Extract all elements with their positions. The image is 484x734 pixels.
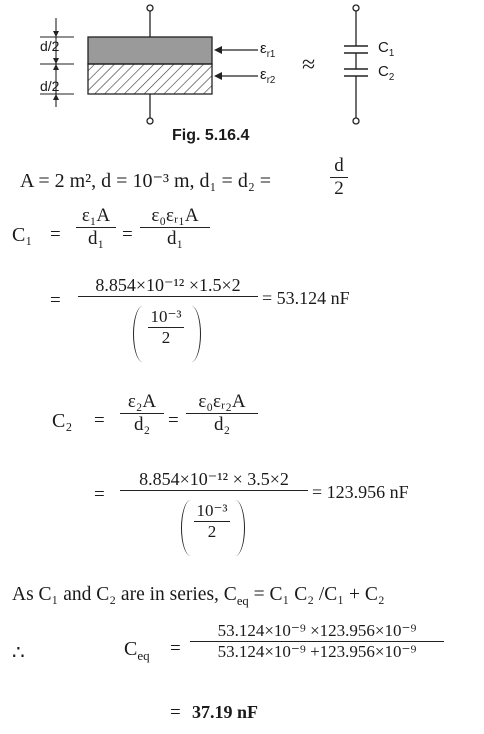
c1-eq1: = bbox=[50, 224, 61, 245]
c1-eq2: = bbox=[122, 224, 133, 245]
c2-frac1: ε₂A d₂ bbox=[120, 392, 164, 435]
final-value: 37.19 nF bbox=[192, 702, 259, 722]
c2-eq3: = bbox=[94, 484, 105, 505]
c2-eq1: = bbox=[94, 410, 105, 431]
c1-calc-fraction: 8.854×10⁻¹² ×1.5×2 bbox=[78, 276, 258, 358]
approx-symbol: ≈ bbox=[302, 52, 316, 78]
top-terminal bbox=[147, 5, 153, 11]
c2-label: $C_2$ bbox=[378, 63, 395, 83]
right-top-terminal bbox=[353, 5, 359, 11]
c1-result: = 53.124 nF bbox=[262, 288, 350, 308]
c1-label: $C_1$ bbox=[378, 39, 395, 59]
c1-inner-fraction: 10⁻³ 2 bbox=[148, 308, 184, 347]
figure-caption: Fig. 5.16.4 bbox=[172, 127, 250, 144]
dim-top-label: d/2 bbox=[40, 38, 60, 54]
right-bottom-terminal bbox=[353, 118, 359, 124]
eps-r1-label: $\varepsilon_{r1}$ bbox=[260, 40, 276, 60]
c1-eq3: = bbox=[50, 290, 61, 311]
dielectric-layer-1 bbox=[88, 37, 212, 64]
c2-eq2: = bbox=[168, 410, 179, 431]
c2-result: = 123.956 nF bbox=[312, 482, 409, 502]
dim-bottom-label: d/2 bbox=[40, 78, 60, 94]
ceq-lhs: $C_{eq}$ bbox=[124, 638, 150, 663]
capacitor-figure bbox=[0, 0, 484, 126]
therefore-symbol: ∴ bbox=[12, 642, 25, 664]
c2-lhs: C₂ bbox=[52, 410, 73, 432]
c1-lhs: C₁ bbox=[12, 224, 33, 246]
dielectric-layer-2 bbox=[88, 64, 212, 94]
ceq-eq: = bbox=[170, 638, 181, 659]
c2-inner-fraction: 10⁻³ 2 bbox=[194, 502, 230, 541]
series-statement: As C₁ and C₂ are in series, $C_{eq} = C_1$ C₂ /C₁ + C₂ bbox=[12, 584, 385, 608]
c2-frac2: ε₀εᵣ₂A d₂ bbox=[186, 392, 258, 435]
c1-frac1: ε₁A d₁ bbox=[76, 206, 116, 249]
bottom-terminal bbox=[147, 118, 153, 124]
given-fraction: d 2 bbox=[330, 156, 348, 199]
final-eq: = bbox=[170, 702, 181, 723]
eps-r2-label: $\varepsilon_{r2}$ bbox=[260, 66, 276, 86]
given-line: A = 2 m², d = 10⁻³ m, d₁ = d₂ = bbox=[20, 170, 272, 192]
c2-calc-fraction: 8.854×10⁻¹² × 3.5×2 bbox=[120, 470, 308, 552]
c1-frac2: ε₀εᵣ₁A d₁ bbox=[140, 206, 210, 249]
ceq-fraction: 53.124×10⁻⁹ ×123.956×10⁻⁹ 53.124×10⁻⁹ +123.956×10⁻⁹ bbox=[190, 622, 444, 661]
